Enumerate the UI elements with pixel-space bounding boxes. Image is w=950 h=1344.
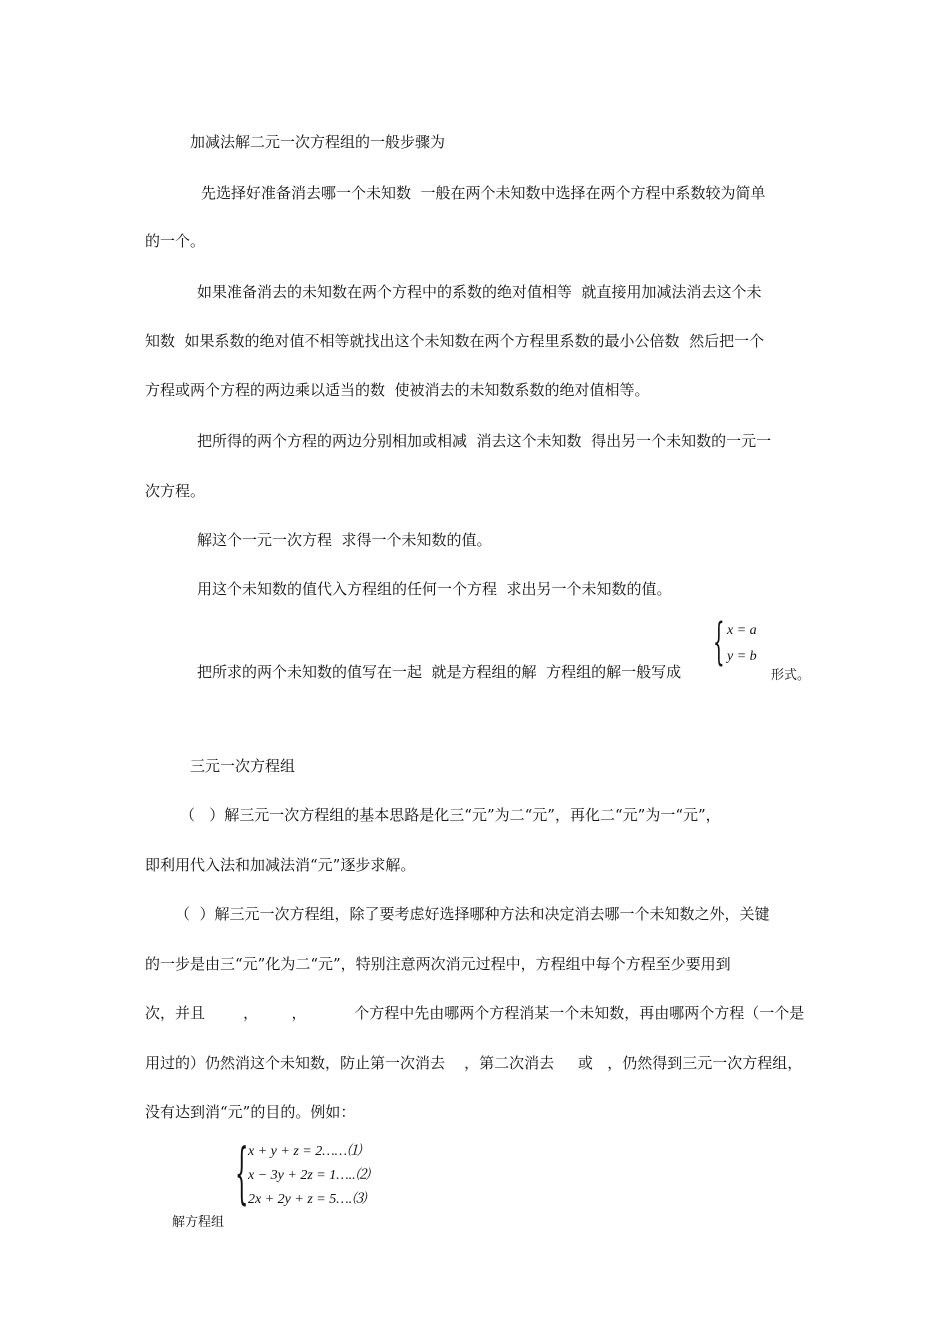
ternary-p2-line5: 没有达到消“元”的目的。例如： [145,1103,356,1121]
section-heading-ternary: 三元一次方程组 [190,757,296,775]
step1-line1: 先选择好准备消去哪一个未知数 一般在两个未知数中选择在两个方程中系数较为简单 [201,184,766,202]
ternary-p1-line1: （ ）解三元一次方程组的基本思路是化三“元”为二“元”，再化二“元”为一“元”， [180,806,721,824]
ternary-p2-line4: 用过的）仍然消这个未知数，防止第一次消去 ，第二次消去 或 ，仍然得到三元一次方程组， [145,1054,803,1072]
solution-brace: { [713,615,725,672]
step6-suffix: 形式。 [771,668,811,683]
step2-line1: 如果准备消去的未知数在两个方程中的系数的绝对值相等 就直接用加减法消去这个未 [197,283,762,301]
system-eq-3: 2x + 2y + z = 5….⑶ [248,1192,367,1207]
ternary-p2-line1: （ ）解三元一次方程组，除了要考虑好选择哪种方法和决定消去哪一个未知数之外，关键 [175,905,770,923]
solution-x-eq: x = a [727,623,757,638]
ternary-p2-line2: 的一步是由三“元”化为二“元”，特别注意两次消元过程中，方程组中每个方程至少要用到 [145,955,731,973]
system-label: 解方程组 [172,1215,225,1230]
step4: 解这个一元一次方程 求得一个未知数的值。 [197,531,492,549]
system-brace: { [235,1136,249,1213]
system-eq-2: x − 3y + 2z = 1…..⑵ [248,1168,370,1183]
step5: 用这个未知数的值代入方程组的任何一个方程 求出另一个未知数的值。 [197,580,672,598]
step2-line3: 方程或两个方程的两边乘以适当的数 使被消去的未知数系数的绝对值相等。 [145,381,650,399]
step2-line2: 知数 如果系数的绝对值不相等就找出这个未知数在两个方程里系数的最小公倍数 然后把一个 [145,332,765,350]
ternary-p1-line2: 即利用代入法和加减法消“元”逐步求解。 [145,856,416,874]
section-heading-elimination: 加减法解二元一次方程组的一般步骤为 [190,133,446,151]
step3-line1: 把所得的两个方程的两边分别相加或相减 消去这个未知数 得出另一个未知数的一元一 [197,432,772,450]
step6: 把所求的两个未知数的值写在一起 就是方程组的解 方程组的解一般写成 [197,663,682,681]
solution-y-eq: y = b [727,649,757,664]
ternary-p2-line3: 次，并且 ， ， 个方程中先由哪两个方程消某一个未知数，再由哪两个方程（一个是 [145,1004,805,1022]
step3-line2: 次方程。 [145,482,206,500]
step1-line2: 的一个。 [145,232,206,250]
system-eq-1: x + y + z = 2……⑴ [248,1144,362,1159]
